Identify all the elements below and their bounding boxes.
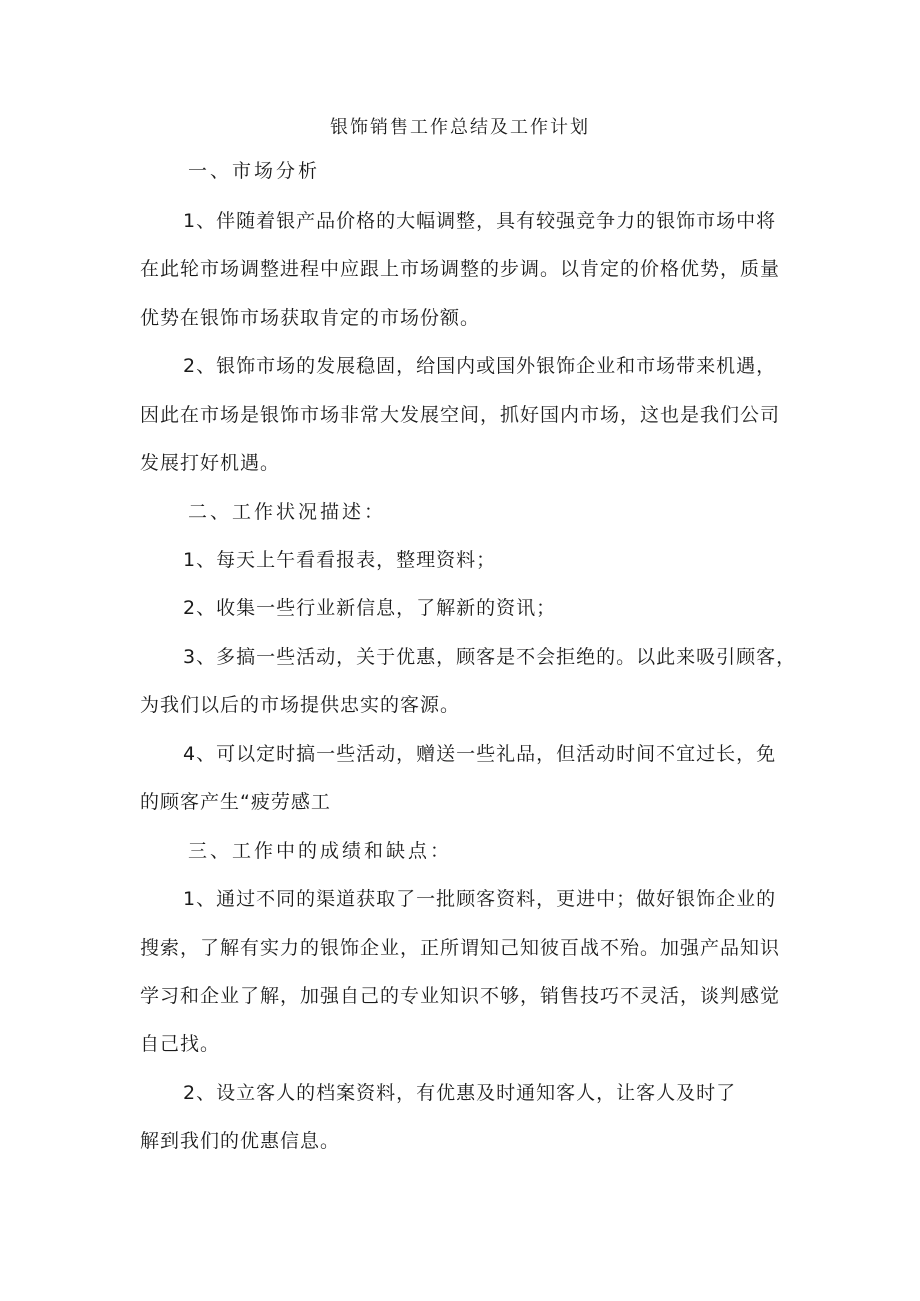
section-heading-work-status: 二、工作状况描述： [188,501,387,523]
paragraph-line: 2、设立客人的档案资料，有优惠及时通知客人，让客人及时了 [183,1082,737,1104]
paragraph-line: 学习和企业了解，加强自己的专业知识不够，销售技巧不灵活，谈判感觉 [140,985,781,1007]
paragraph-line: 为我们以后的市场提供忠实的客源。 [140,694,461,716]
paragraph-line: 1、每天上午看看报表，整理资料； [183,549,497,571]
section-heading-market-analysis: 一、市场分析 [188,160,321,182]
paragraph-line: 2、收集一些行业新信息，了解新的资讯； [183,597,557,619]
paragraph-line: 1、通过不同的渠道获取了一批顾客资料，更进中；做好银饰企业的 [183,888,777,910]
paragraph-line: 3、多搞一些活动，关于优惠，顾客是不会拒绝的。以此来吸引顾客， [183,646,797,668]
paragraph-line: 的顾客产生“疲劳感工 [140,791,331,813]
section-heading-achievements: 三、工作中的成绩和缺点： [188,840,453,862]
paragraph-line: 因此在市场是银饰市场非常大发展空间，抓好国内市场，这也是我们公司 [140,404,781,426]
paragraph-line: 搜索，了解有实力的银饰企业，正所谓知己知彼百战不殆。加强产品知识 [140,937,781,959]
paragraph-line: 发展打好机遇。 [140,452,281,474]
paragraph-line: 4、可以定时搞一些活动，赠送一些礼品，但活动时间不宜过长，免 [183,743,777,765]
paragraph-line: 2、银饰市场的发展稳固，给国内或国外银饰企业和市场带来机遇， [183,355,777,377]
paragraph-line: 解到我们的优惠信息。 [140,1130,341,1152]
paragraph-line: 优势在银饰市场获取肯定的市场份额。 [140,307,481,329]
paragraph-line: 1、伴随着银产品价格的大幅调整，具有较强竞争力的银饰市场中将 [183,210,777,232]
document-title: 银饰销售工作总结及工作计划 [330,117,590,138]
paragraph-line: 在此轮市场调整进程中应跟上市场调整的步调。以肯定的价格优势，质量 [140,258,781,280]
paragraph-line: 自己找。 [140,1033,221,1055]
